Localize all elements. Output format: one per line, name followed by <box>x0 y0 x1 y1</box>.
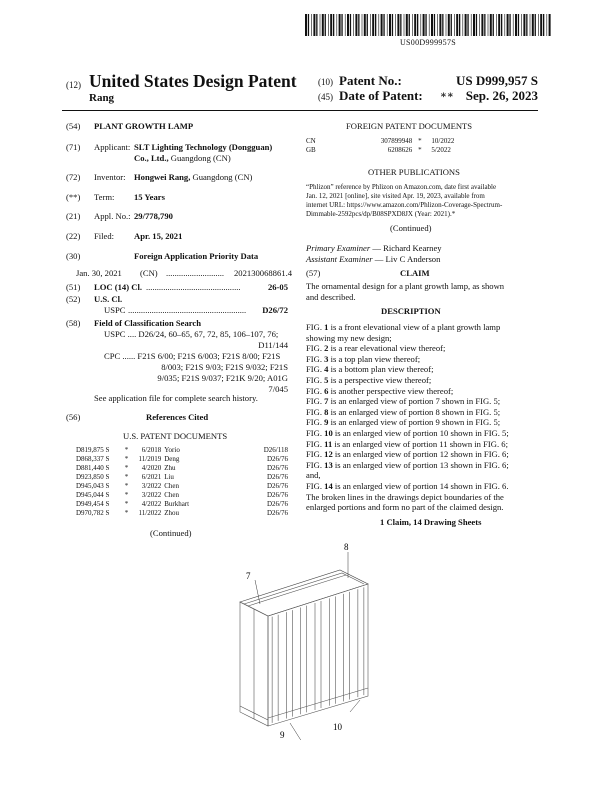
claim-title: CLAIM <box>400 268 430 278</box>
ref-class: D26/76 <box>267 455 288 463</box>
ref-date: 6/2018 <box>141 446 162 454</box>
search-history-note: See application file for complete search history. <box>94 393 258 403</box>
figure-number: 10 <box>324 427 333 438</box>
loc-dots: ............................................ <box>146 282 241 292</box>
date-marks: ∗∗ <box>440 90 454 101</box>
description-line <box>306 407 538 418</box>
loc-label: LOC (14) Cl. <box>94 282 142 292</box>
figure-number: 9 <box>324 417 329 428</box>
ref-star: * <box>124 500 129 508</box>
ref-name: Yorio <box>164 446 180 454</box>
ref-date: 3/2022 <box>141 491 162 499</box>
foreign-reference-row <box>306 137 486 146</box>
description-text: FIG. <box>306 438 325 449</box>
ref-date: 4/2022 <box>141 500 162 508</box>
figure-number: 1 <box>324 322 329 332</box>
foreign-star: * <box>418 137 422 145</box>
figure-number: 7 <box>324 396 329 407</box>
description-line <box>306 333 538 344</box>
references-continued: (Continued) <box>150 528 192 538</box>
ref-class: D26/76 <box>267 500 288 508</box>
applicant-line1: SLT Lighting Technology (Dongguan) <box>134 142 273 152</box>
ref-star: * <box>124 464 129 472</box>
uspc-value: D26/72 <box>262 305 288 315</box>
figure-number: 3 <box>324 353 329 364</box>
description-line <box>306 439 538 450</box>
description-text: FIG. <box>306 406 325 417</box>
other-pubs-continued: (Continued) <box>390 223 432 233</box>
description-line <box>306 502 538 513</box>
field-num-term: (**) <box>66 192 81 202</box>
figure-number: 12 <box>324 449 333 460</box>
field-num-52: (52) <box>66 294 81 304</box>
us-reference-row <box>76 491 288 500</box>
claim-num: (57) <box>306 268 321 278</box>
patent-no-label: Patent No.: <box>339 73 402 88</box>
assistant-examiner-name: — Liv C Anderson <box>372 254 441 264</box>
other-pub-line: “Phlizon” reference by Phlizon on Amazon.com, date first available <box>306 183 497 191</box>
inventor-surname: Rang <box>89 92 115 104</box>
ref-number: D819,875 S <box>76 446 110 454</box>
description-text: is a perspective view thereof; <box>328 374 432 385</box>
field-num-30: (30) <box>66 251 81 261</box>
ref-name: Chen <box>164 491 179 499</box>
header-num-10: (10) <box>318 77 333 87</box>
loc-value: 26-05 <box>267 282 288 292</box>
description-text: is a bottom plan view thereof; <box>328 364 434 375</box>
search-cpc-line2: 8/003; F21S 9/03; F21S 9/032; F21S <box>161 362 288 372</box>
description-text: FIG. <box>306 449 325 460</box>
other-pub-line: Dimmable-2592pcs/dp/B08SPXD8JX (Year: 2021).* <box>306 210 456 218</box>
inventor-name: Hongwei Rang, <box>134 172 191 182</box>
ref-star: * <box>124 509 129 517</box>
description-text: FIG. <box>306 396 325 407</box>
search-cpc-line4: 7/045 <box>268 384 288 394</box>
ref-numeral-9: 9 <box>280 730 285 740</box>
description-text: is an enlarged view of portion 13 shown in FIG. 6; <box>332 459 509 470</box>
date-label: Date of Patent: <box>339 88 423 103</box>
description-text: FIG. <box>306 480 325 491</box>
figure-number: 5 <box>324 374 329 385</box>
us-reference-row <box>76 482 288 491</box>
foreign-star: * <box>418 146 422 154</box>
description-text: is an enlarged view of portion 11 shown in FIG. 6; <box>332 438 508 449</box>
us-reference-row <box>76 473 288 482</box>
patent-date: Sep. 26, 2023 <box>465 88 538 103</box>
ref-date: 6/2021 <box>141 473 162 481</box>
foreign-docs-title: FOREIGN PATENT DOCUMENTS <box>346 121 473 131</box>
priority-country: (CN) <box>140 268 158 278</box>
assistant-examiner-label: Assistant Examiner <box>306 254 373 264</box>
ref-name: Liu <box>164 473 174 481</box>
field-num-58: (58) <box>66 318 81 328</box>
description-line <box>306 449 538 460</box>
header-num-12: (12) <box>66 80 81 90</box>
description-line <box>306 396 538 407</box>
description-line <box>306 322 538 333</box>
description-text: FIG. <box>306 427 325 438</box>
figure-number: 11 <box>324 438 333 449</box>
search-cpc-line3: 9/035; F21S 9/037; F21K 9/20; A01G <box>157 373 288 383</box>
description-text: is another perspective view thereof; <box>328 385 454 396</box>
claims-sheets-summary: 1 Claim, 14 Drawing Sheets <box>380 517 482 527</box>
ref-class: D26/76 <box>267 509 288 517</box>
figure-number: 6 <box>324 385 329 396</box>
priority-date: Jan. 30, 2021 <box>76 268 122 278</box>
foreign-country: CN <box>306 137 316 145</box>
inventor-value <box>134 172 252 183</box>
uspc-label: USPC <box>104 305 126 315</box>
figure-number: 4 <box>324 364 329 375</box>
description-line <box>306 364 538 375</box>
filed-label: Filed: <box>94 231 115 241</box>
applicant-line2 <box>134 153 231 164</box>
inventor-location: Guangdong (CN) <box>190 172 253 182</box>
ref-name: Zhou <box>164 509 179 517</box>
description-text: and, <box>306 470 321 481</box>
uspc-dots: ....................................................... <box>128 305 247 315</box>
description-text: is an enlarged view of portion 12 shown in FIG. 6; <box>332 449 509 460</box>
ref-class: D26/118 <box>263 446 288 454</box>
description-text: is an enlarged view of portion 9 shown in FIG. 5; <box>328 417 501 428</box>
us-reference-row <box>76 464 288 473</box>
search-uspc-line1: USPC .... D26/24, 60–65, 67, 72, 85, 106–107, 76; <box>104 329 279 339</box>
ref-name: Chen <box>164 482 179 490</box>
priority-title: Foreign Application Priority Data <box>134 251 259 261</box>
description-line <box>306 428 538 439</box>
ref-number: D945,043 S <box>76 482 110 490</box>
assistant-examiner <box>306 254 440 265</box>
ref-name: Zhu <box>164 464 176 472</box>
ref-name: Burkhart <box>164 500 190 508</box>
patent-number: US D999,957 S <box>456 73 538 88</box>
us-reference-row <box>76 446 288 455</box>
other-pub-line: Jan. 12, 2021 [online], site visited Apr. 19, 2023, available from <box>306 192 485 200</box>
ref-date: 3/2022 <box>141 482 162 490</box>
description-text: is an enlarged view of portion 8 shown in FIG. 5; <box>328 406 501 417</box>
description-text: FIG. <box>306 322 325 332</box>
field-num-54: (54) <box>66 121 81 131</box>
description-text: FIG. <box>306 459 325 470</box>
ref-star: * <box>124 446 129 454</box>
description-text: showing my new design; <box>306 332 392 343</box>
description-text: enlarged portions and form no part of the claimed design. <box>306 502 504 513</box>
ref-date: 11/2022 <box>138 509 162 517</box>
foreign-date: 5/2022 <box>431 146 451 154</box>
uscl-label: U.S. Cl. <box>94 294 123 304</box>
ref-number: D945,044 S <box>76 491 110 499</box>
foreign-country: GB <box>306 146 316 154</box>
other-pub-line: internet URL: https://www.amazon.com/Phlizon-Coverage-Spectrum- <box>306 201 503 209</box>
appl-no-label: Appl. No.: <box>94 211 131 221</box>
claim-line2: and described. <box>306 292 356 302</box>
foreign-reference-row <box>306 146 486 155</box>
ref-number: D881,440 S <box>76 464 110 472</box>
invention-title: PLANT GROWTH LAMP <box>94 121 194 131</box>
foreign-number: 307899948 <box>380 137 413 145</box>
search-cpc-line1: CPC ...... F21S 6/00; F21S 6/003; F21S 8/00; F21S <box>104 351 281 361</box>
description-line <box>306 460 538 471</box>
ref-class: D26/76 <box>267 491 288 499</box>
field-num-71: (71) <box>66 142 81 152</box>
primary-examiner-label: Primary Examiner <box>306 243 371 253</box>
us-reference-row <box>76 500 288 509</box>
description-text: FIG. <box>306 385 325 396</box>
description-text: is an enlarged view of portion 7 shown in FIG. 5; <box>328 396 501 407</box>
field-num-22: (22) <box>66 231 81 241</box>
references-title: References Cited <box>146 412 209 422</box>
ref-star: * <box>124 473 129 481</box>
field-search-label: Field of Classification Search <box>94 318 202 328</box>
foreign-date: 10/2022 <box>431 137 455 145</box>
appl-no-value: 29/778,790 <box>134 211 173 221</box>
description-line <box>306 492 538 503</box>
ref-class: D26/76 <box>267 473 288 481</box>
ref-star: * <box>124 491 129 499</box>
description-line <box>306 343 538 354</box>
field-num-72: (72) <box>66 172 81 182</box>
other-pubs-title: OTHER PUBLICATIONS <box>368 167 460 177</box>
primary-examiner-name: — Richard Kearney <box>370 243 442 253</box>
description-line <box>306 481 538 492</box>
figure-number: 8 <box>324 406 329 417</box>
description-text: FIG. <box>306 364 325 375</box>
description-line <box>306 375 538 386</box>
description-line <box>306 386 538 397</box>
description-title: DESCRIPTION <box>381 306 441 316</box>
priority-dots: ........................... <box>166 268 225 278</box>
field-num-21: (21) <box>66 211 81 221</box>
applicant-company-tail: Co., Ltd., <box>134 153 169 163</box>
foreign-number: 6208626 <box>387 146 413 154</box>
ref-date: 4/2020 <box>141 464 162 472</box>
figure-number: 13 <box>324 459 333 470</box>
us-reference-row <box>76 455 288 464</box>
representative-drawing <box>220 540 390 740</box>
term-value: 15 Years <box>134 192 165 202</box>
figure-number: 2 <box>324 343 329 354</box>
applicant-location: Guangdong (CN) <box>168 153 231 163</box>
description-text: is a front elevational view of a plant growth lamp <box>328 322 501 332</box>
description-line <box>306 354 538 365</box>
ref-class: D26/76 <box>267 482 288 490</box>
ref-number: D923,850 S <box>76 473 110 481</box>
foreign-references-table <box>306 137 486 155</box>
ref-class: D26/76 <box>267 464 288 472</box>
primary-examiner <box>306 243 442 254</box>
other-pubs-text <box>306 183 538 219</box>
ref-star: * <box>124 482 129 490</box>
us-reference-row <box>76 509 288 518</box>
patent-type-title: United States Design Patent <box>89 71 297 91</box>
ref-numeral-8: 8 <box>344 542 349 552</box>
us-references-table <box>76 446 288 518</box>
claim-line1: The ornamental design for a plant growth lamp, as shown <box>306 281 505 291</box>
ref-numeral-10: 10 <box>333 722 342 732</box>
description-line <box>306 470 538 481</box>
description-text: FIG. <box>306 374 325 385</box>
term-label: Term: <box>94 192 115 202</box>
description-text: FIG. <box>306 417 325 428</box>
ref-name: Deng <box>164 455 180 463</box>
ref-number: D868,337 S <box>76 455 110 463</box>
filed-value: Apr. 15, 2021 <box>134 231 183 241</box>
field-num-51: (51) <box>66 282 81 292</box>
description-text: FIG. <box>306 343 325 354</box>
figure-number: 14 <box>324 480 333 491</box>
header-rule <box>62 110 538 111</box>
description-text: The broken lines in the drawings depict boundaries of the <box>306 491 504 502</box>
search-uspc-line2: D11/144 <box>258 340 288 350</box>
description-text: FIG. <box>306 353 325 364</box>
barcode <box>305 14 551 36</box>
ref-number: D970,782 S <box>76 509 110 517</box>
ref-numeral-7: 7 <box>246 571 251 581</box>
applicant-label: Applicant: <box>94 142 131 152</box>
ref-date: 11/2019 <box>138 455 162 463</box>
description-text: is an enlarged view of portion 14 shown in FIG. 6. <box>332 480 509 491</box>
priority-number: 202130068861.4 <box>234 268 293 278</box>
inventor-label: Inventor: <box>94 172 126 182</box>
header-num-45: (45) <box>318 92 333 102</box>
us-docs-title: U.S. PATENT DOCUMENTS <box>123 431 228 441</box>
description-line <box>306 417 538 428</box>
ref-star: * <box>124 455 129 463</box>
field-num-56: (56) <box>66 412 81 422</box>
description-text: is a top plan view thereof; <box>328 353 421 364</box>
ref-number: D949,454 S <box>76 500 110 508</box>
barcode-text: US00D999957S <box>399 38 457 47</box>
description-text: is a rear elevational view thereof; <box>328 343 446 354</box>
description-text: is an enlarged view of portion 10 shown in FIG. 5; <box>332 427 509 438</box>
description-body <box>306 322 538 513</box>
